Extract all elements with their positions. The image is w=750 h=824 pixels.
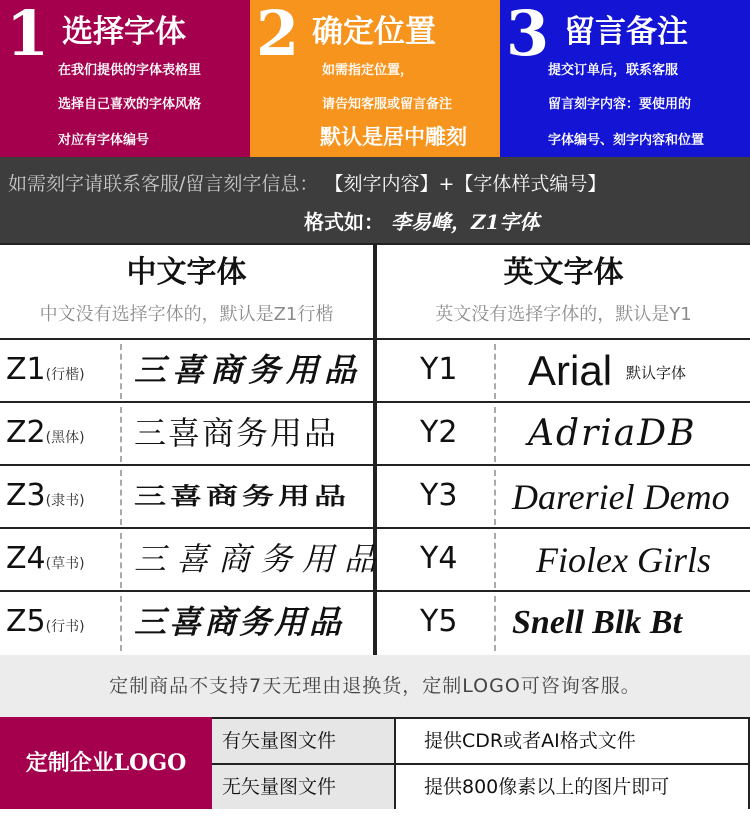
step-1-line-3: 对应有字体编号 bbox=[58, 133, 150, 148]
step-3-panel bbox=[500, 0, 750, 157]
cn-font-code bbox=[6, 415, 85, 456]
cn-style-text: (草书) bbox=[45, 556, 85, 572]
default-font-note: 默认字体 bbox=[626, 364, 687, 382]
step-1-title: 选择字体 bbox=[62, 14, 186, 50]
cn-font-code bbox=[6, 604, 85, 645]
cn-font-sample: 三喜商务用品 bbox=[134, 351, 363, 389]
step-2-title: 确定位置 bbox=[312, 14, 436, 50]
cn-font-code bbox=[6, 478, 85, 519]
engraving-format: 【刻字内容】+【字体样式编号】 bbox=[324, 173, 607, 195]
cn-style-text: (隶书) bbox=[45, 493, 85, 509]
dashed-divider bbox=[120, 596, 122, 651]
notice-text: 定制商品不支持7天无理由退换货，定制LOGO可咨询客服。 bbox=[109, 675, 641, 697]
chinese-font-header bbox=[0, 245, 373, 338]
font-table bbox=[0, 243, 750, 655]
font-row-2[interactable] bbox=[0, 401, 750, 464]
dashed-divider bbox=[494, 470, 496, 525]
en-font-code: Y5 bbox=[420, 604, 458, 639]
font-row-4[interactable] bbox=[0, 527, 750, 590]
example-text: 李易峰，Z1字体 bbox=[390, 210, 540, 234]
steps-banner bbox=[0, 0, 750, 157]
en-font-code: Y2 bbox=[420, 415, 458, 450]
table-row-divider bbox=[212, 763, 748, 765]
dashed-divider bbox=[120, 407, 122, 462]
step-3-title: 留言备注 bbox=[564, 14, 688, 50]
example-label: 格式如： bbox=[304, 210, 384, 234]
dashed-divider bbox=[120, 344, 122, 399]
engraving-example bbox=[304, 207, 539, 237]
dashed-divider bbox=[494, 533, 496, 588]
step-3-line-1: 提交订单后，联系客服 bbox=[548, 63, 679, 78]
no-vector-file-label: 无矢量图文件 bbox=[212, 765, 394, 809]
font-row-5[interactable] bbox=[0, 590, 750, 653]
cn-code-text: Z2 bbox=[6, 415, 46, 450]
engraving-instruction bbox=[8, 169, 606, 199]
cn-code-text: Z5 bbox=[6, 604, 46, 639]
cn-font-code bbox=[6, 541, 85, 582]
table-column-divider bbox=[394, 719, 396, 809]
cn-font-code bbox=[6, 352, 85, 393]
custom-logo-label: 定制企业LOGO bbox=[0, 717, 212, 809]
chinese-font-default-note: 中文没有选择字体的，默认是Z1行楷 bbox=[39, 304, 334, 325]
step-3-line-3: 字体编号、刻字内容和位置 bbox=[548, 133, 705, 148]
step-1-line-2: 选择自己喜欢的字体风格 bbox=[58, 97, 202, 112]
logo-requirements-table bbox=[212, 717, 750, 809]
step-2-line-1: 如需指定位置， bbox=[322, 63, 414, 78]
vector-file-requirement: 提供CDR或者AI格式文件 bbox=[396, 719, 748, 763]
step-3-line-2: 留言刻字内容：要使用的 bbox=[548, 97, 692, 112]
cn-font-sample: 三喜商务用品 bbox=[134, 482, 351, 510]
en-sample-text: Arial bbox=[528, 347, 613, 394]
en-font-code: Y1 bbox=[420, 352, 458, 387]
dashed-divider bbox=[120, 533, 122, 588]
dashed-divider bbox=[494, 344, 496, 399]
cn-font-sample: 三喜商务用品 bbox=[134, 540, 387, 578]
cn-code-text: Z1 bbox=[6, 352, 46, 387]
font-row-1[interactable] bbox=[0, 338, 750, 401]
en-font-sample: Fiolex Girls bbox=[536, 540, 711, 580]
step-2-line-2: 请告知客服或留言备注 bbox=[322, 97, 453, 112]
step-3-number: 3 bbox=[506, 0, 550, 70]
chinese-font-title: 中文字体 bbox=[126, 255, 247, 290]
dashed-divider bbox=[494, 596, 496, 651]
vector-file-label: 有矢量图文件 bbox=[212, 719, 394, 763]
dashed-divider bbox=[120, 470, 122, 525]
en-font-sample: Snell Blk Bt bbox=[512, 604, 683, 641]
en-font-sample: AdriaDB bbox=[528, 413, 697, 454]
dashed-divider bbox=[494, 407, 496, 462]
engraving-info-bar bbox=[0, 157, 750, 243]
en-font-code: Y4 bbox=[420, 541, 458, 576]
step-2-line-3: 默认是居中雕刻 bbox=[320, 125, 467, 149]
return-policy-notice bbox=[0, 655, 750, 717]
font-row-3[interactable] bbox=[0, 464, 750, 527]
en-font-sample bbox=[528, 346, 686, 396]
step-2-number: 2 bbox=[256, 0, 300, 70]
english-font-default-note: 英文没有选择字体的，默认是Y1 bbox=[435, 304, 692, 325]
cn-code-text: Z4 bbox=[6, 541, 46, 576]
no-vector-file-requirement: 提供800像素以上的图片即可 bbox=[396, 765, 748, 809]
step-1-panel bbox=[0, 0, 250, 157]
cn-style-text: (行书) bbox=[45, 619, 85, 635]
step-2-panel bbox=[250, 0, 500, 157]
cn-font-sample: 三喜商务用品 bbox=[134, 603, 345, 641]
cn-code-text: Z3 bbox=[6, 478, 46, 513]
engraving-prefix: 如需刻字请联系客服/留言刻字信息： bbox=[8, 173, 319, 195]
english-font-title: 英文字体 bbox=[503, 255, 624, 290]
custom-logo-section bbox=[0, 717, 750, 824]
cn-style-text: (行楷) bbox=[45, 367, 85, 383]
cn-font-sample: 三喜商务用品 bbox=[134, 414, 339, 452]
step-1-line-1: 在我们提供的字体表格里 bbox=[58, 63, 202, 78]
step-1-number: 1 bbox=[6, 0, 50, 70]
en-font-code: Y3 bbox=[420, 478, 458, 513]
en-font-sample: Dareriel Demo bbox=[512, 477, 730, 517]
cn-style-text: (黑体) bbox=[45, 430, 85, 446]
english-font-header bbox=[377, 245, 750, 338]
